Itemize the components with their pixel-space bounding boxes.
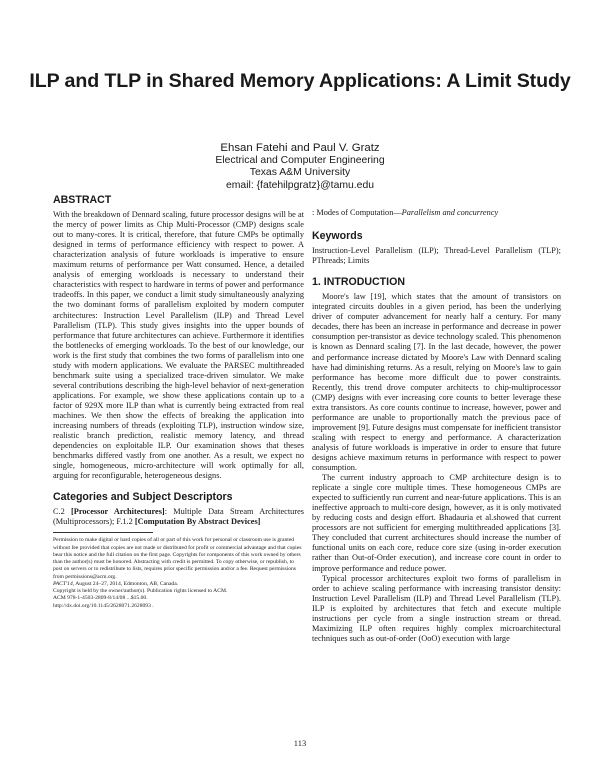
- category-f12-name: [Computation By Abstract Devices]: [134, 517, 261, 527]
- page-number: 113: [293, 738, 307, 748]
- author-block: [0, 142, 600, 192]
- category-c2-name: [Processor Architectures]: [71, 507, 165, 517]
- right-column: [312, 208, 561, 644]
- intro-paragraph-1: Moore's law [19], which states that the amount of transistors on integrated circuits doubles in a given period, has been the underlying driver of computer advancement for nearly half a century. For many decades, there has been an increase in performance and decrease in power consumption per-transistor as device technology scaled. This phenomenon is known as Dennard scaling [7]. In the last decade, however, the power and performance increase dictated by Moore's Law with Dennard scaling have had diminishing returns. As a result, relying on Moore's law to gain performance has become more difficult due to power constraints. Recently, this trend drove computer architects to chip-multiprocessor (CMP) designs with ever increasing core counts to better leverage these extra transistors. As core counts continue to increase, however, power and performance are unable to proportionally match the previous pace of improvement [9]. Future designs must compensate for inefficient transistor scaling with respect to energy and performance. A characterization analysis of future workloads is imperative in order to ensure that future designs achieve maximum returns in performance with respect to power consumption.: [312, 292, 561, 473]
- conference-details: August 24–27, 2014, Edmonton, AB, Canada.: [74, 580, 179, 587]
- permission-notice: [53, 537, 304, 610]
- conference-name: PACT'14,: [53, 580, 75, 587]
- intro-paragraph-3: Typical processor architectures exploit two forms of parallelism in order to achieve scaling performance with increasing transistor density: Instruction Level Parallelism (ILP) and Thread Level Parallelism (TLP). ILP is exploited by architectures that fetch and execute multiple instructions per cycle from a single instruction stream or thread. Maximizing ILP often requires highly complex microarchitectural techniques such as out-of-order (OoO) execution with large: [312, 573, 561, 643]
- isbn-line: ACM 978-1-4503-2809-8/14/08 ...$15.00.: [53, 595, 148, 602]
- university: Texas A&M University: [249, 167, 351, 179]
- footnote-divider: [53, 532, 153, 533]
- category-code: C.2: [53, 507, 65, 517]
- abstract-text: With the breakdown of Dennard scaling, future processor designs will be at the mercy of power limits as Chip Multi-Processor (CMP) designs scale out to many-cores. It is critical, therefore, that future CMPs be optimally designed in terms of performance efficiency with respect to power. A characterization analysis of future workloads is imperative to ensure maximum returns of performance per Watt consumed. Hence, a detailed analysis of emerging workloads is necessary to understand their characteristics with respect to hardware in terms of power and performance tradeoffs. In this paper, we conduct a limit study simultaneously analyzing the two dominant forms of parallelism exploited by modern computer architectures: Instruction Level Parallelism (ILP) and Thread Level Parallelism (TLP). This study gives insights into the upper bounds of performance that future architectures can achieve. Furthermore it identifies the bottlenecks of emerging workloads. To the best of our knowledge, our work is the first study that combines the two forms of parallelism into one study with modern applications. We evaluate the PARSEC multithreaded benchmark suite using a specialized trace-driven simulator. We make several contributions describing the high-level behavior of next-generation applications. For example, we show these applications contain up to a factor of 929X more ILP than what is currently being extracted from real machines. We then show the effects of breaking the application into increasing numbers of threads (exploiting TLP), instruction window size, realistic branch prediction, realistic memory latency, and thread dependencies on exploitable ILP. Our examination shows that theses benchmarks differed vastly from one another. As a result, we expect no single, homogeneous, micro-architecture will work optimally for all, arguing for reconfigurable, heterogeneous designs.: [53, 210, 304, 481]
- categories-heading: Categories and Subject Descriptors: [53, 491, 233, 504]
- categories-text: [53, 507, 304, 527]
- author-email: email: {fatehilpgratz}@tamu.edu: [225, 179, 375, 191]
- affiliation: Electrical and Computer Engineering: [215, 155, 385, 167]
- category-f12-italic: Parallelism and concurrency: [401, 208, 499, 217]
- category-c2-text: : Multiple Data Stream Architectures (Multiprocessors); F.1.2: [53, 507, 304, 527]
- copyright-line: Copyright is held by the owner/author(s). Publication rights licensed to ACM.: [53, 588, 228, 595]
- keywords-text: Instruction-Level Parallelism (ILP); Thread-Level Parallelism (TLP); PThreads; Limits: [312, 246, 561, 266]
- paper-title: ILP and TLP in Shared Memory Applications: A Limit Study: [29, 70, 571, 92]
- category-f12-text: : Modes of Computation—: [312, 208, 402, 217]
- doi-link[interactable]: http://dx.doi.org/10.1145/2628071.2628093 .: [53, 602, 154, 609]
- left-column: [53, 195, 304, 610]
- author-names: Ehsan Fatehi and Paul V. Gratz: [220, 142, 380, 154]
- abstract-heading: ABSTRACT: [53, 194, 112, 206]
- permission-text: Permission to make digital or hard copies of all or part of this work for personal or classroom use is granted without fee provided that copies are not made or distributed for profit or commercial advantage and that copies bear this notice and the full citation on the first page. Copyrights for components of this work owned by others than the author(s) must be honored. Abstracting with credit is permitted. To copy otherwise, or republish, to post on servers or to redistribute to lists, requires prior specific permission and/or a fee. Request permissions from permissions@acm.org.: [53, 537, 302, 580]
- introduction-heading: 1. INTRODUCTION: [312, 276, 405, 289]
- categories-continued: [312, 208, 561, 218]
- intro-paragraph-2: The current industry approach to CMP architecture design is to replicate a single core multiple times. These homogeneous CMPs are expected to sufficiently run current and near-future applications. This is an ineffective approach to multi-core design, however, as it is only motivated by reducing costs and design effort. Bhadauria et al.showed that current processors are not sufficient for emerging multithreaded applications [3]. They concluded that current architectures should increase the number of functional units on each core, reduce core size (using in-order execution rather than Out-of-Order execution), and increase core count in order to improve performance and reduce power.: [312, 473, 561, 573]
- keywords-heading: Keywords: [312, 230, 363, 243]
